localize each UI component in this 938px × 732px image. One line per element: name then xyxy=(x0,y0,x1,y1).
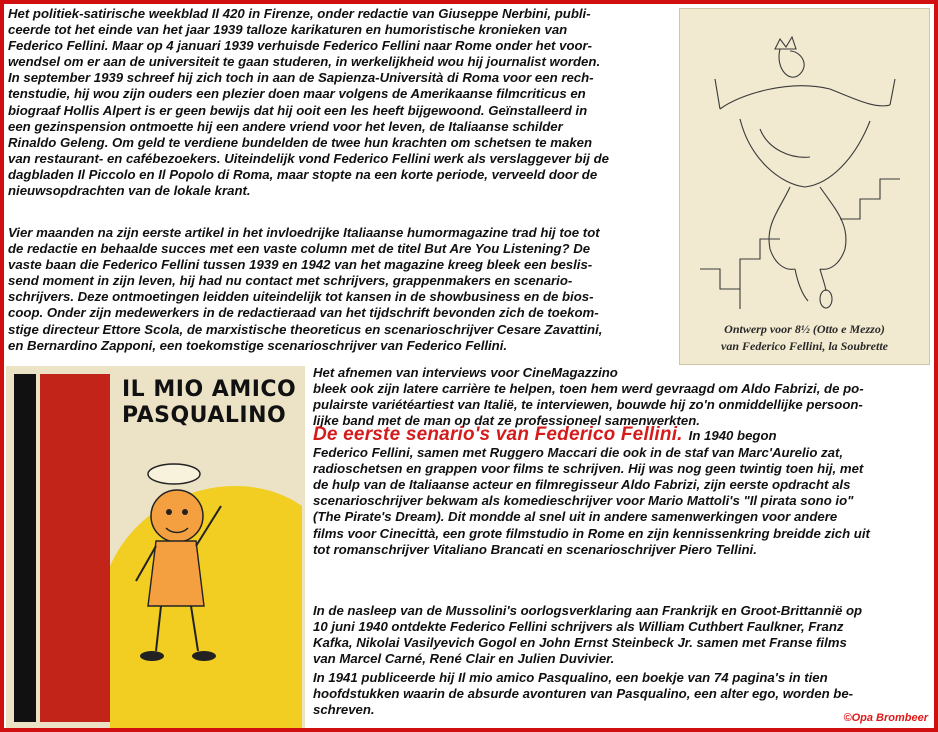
book-spine-text: FEDERICO FELLINI 1937 - 1947 xyxy=(44,373,62,696)
text-line: de hulp van de Italiaanse acteur en filmregisseur Aldo Fabrizi, zijn eerste opdracht als xyxy=(313,477,851,493)
text-line: Het politiek-satirische weekblad Il 420 in Firenze, onder redactie van Giuseppe Nerbini, publi- xyxy=(8,6,591,21)
text-line: vaste baan die Federico Fellini tussen 1939 en 1942 van het magazine kreeg bleek een beslis- xyxy=(8,257,593,273)
sketch-drawing xyxy=(680,9,931,366)
text-line: hoofdstukken waarin de absurde avonturen van Pasqualino, een alter ego, worden be- xyxy=(313,686,854,702)
text-line: ceerde tot het einde van het jaar 1939 talloze karikaturen en humoristische kronieken van xyxy=(8,22,568,38)
text-line: Federico Fellini. Maar op 4 januari 1939 verhuisde Federico Fellini naar Rome onder het voor- xyxy=(8,38,593,54)
text-line: een gezinspension ontmoette hij een andere vriend voor het leven, de Italiaanse schilder xyxy=(8,118,563,134)
text-line: In 1941 publiceerde hij Il mio amico Pasqualino, een boekje van 74 pagina's in tien xyxy=(313,670,828,685)
text-line: schreven. xyxy=(313,702,375,718)
credit-text: ©Opa Brombeer xyxy=(843,712,928,724)
text-line: Vier maanden na zijn eerste artikel in het invloedrijke Italiaanse humormagazine trad hij toe tot xyxy=(8,225,600,240)
paragraph-5 xyxy=(313,603,933,667)
book-title-line-1: IL MIO AMICO xyxy=(122,377,297,402)
text-line: bleek ook zijn latere carrière te helpen, toen hem werd gevraagd om Aldo Fabrizi, de po- xyxy=(313,381,864,397)
section-heading-line xyxy=(313,424,933,445)
text-line: Rinaldo Geleng. Om geld te verdiene bundelden de twee hun krachten om schetsen te maken xyxy=(8,134,593,150)
text-line: send moment in zijn leven, hij had nu contact met schrijvers, grappenmakers en scenario- xyxy=(8,273,573,289)
text-line: schrijvers. Deze ontmoetingen leidden uiteindelijk tot kansen in de showbusiness en de bios- xyxy=(8,289,594,305)
text-line: pulairste variétéartiest van Italië, te interviewen, bouwde hij zo'n onmiddellijke persoon- xyxy=(313,397,863,413)
text-line: van restaurant- en cafébezoekers. Uiteindelijk vond Federico Fellini werk als verslaggever bij de xyxy=(8,150,609,166)
section-heading-tail: In 1940 begon xyxy=(688,428,777,443)
sketch-illustration xyxy=(679,8,930,365)
text-line: nieuwsopdrachten van de lokale krant. xyxy=(8,183,251,199)
text-line: Federico Fellini, samen met Ruggero Maccari die ook in de staf van Marc'Aurelio zat, xyxy=(313,445,844,461)
text-line: (The Pirate's Dream). Dit mondde al snel uit in andere samenwerkingen voor andere xyxy=(313,509,838,525)
text-line: In de nasleep van de Mussolini's oorlogsverklaring aan Frankrijk en Groot-Brittannië op xyxy=(313,603,863,618)
paragraph-2 xyxy=(8,225,670,354)
text-line: en Bernardino Zapponi, een toekomstige scenarioschrijver van Federico Fellini. xyxy=(8,337,508,353)
text-line: Kafka, Nikolai Vasilyevich Gogol en John Ernst Steinbeck Jr. samen met Franse films xyxy=(313,635,847,651)
book-cover xyxy=(6,366,305,728)
text-line: van Marcel Carné, René Clair en Julien Duvivier. xyxy=(313,651,615,667)
text-line: Het afnemen van interviews voor CineMagazzino xyxy=(313,365,618,380)
text-line: tenstudie, hij wou zijn ouders een plezier doen maar volgens de Amerikaanse filmcriticus en xyxy=(8,86,586,102)
text-line: In september 1939 schreef hij zich toch in aan de Sapienza-Università di Roma voor een rech- xyxy=(8,70,594,86)
text-line: films voor Cinecittà, een grote filmstudio in Rome en zijn kennissenkring breidde zich uit xyxy=(313,525,870,541)
section-heading: De eerste senario's van Federico Fellini. xyxy=(313,424,683,445)
sketch-caption-line-2: van Federico Fellini, la Soubrette xyxy=(721,339,888,353)
text-line: lijke band met de man op dat ze professioneel samenwerkten. xyxy=(313,413,700,429)
text-line: 10 juni 1940 ontdekte Federico Fellini schrijvers als William Cuthbert Faulkner, Franz xyxy=(313,619,844,635)
paragraph-4 xyxy=(313,418,933,558)
text-line: stige directeur Ettore Scola, de marxistische theoreticus en scenarioschrijver Cesare Zavattini, xyxy=(8,321,603,337)
text-line: de redactie en behaalde succes met een vaste column met de titel But Are You Listening? De xyxy=(8,241,591,257)
text-line: coop. Onder zijn medewerkers in de redactieraad van het tijdschrift bevonden zich de toekom- xyxy=(8,305,599,321)
text-line: scenarioschrijver bekwam als komedieschrijver voor Mario Mattoli's "Il pirata sono io" xyxy=(313,493,854,509)
sketch-caption-line-1: Ontwerp voor 8½ (Otto e Mezzo) xyxy=(724,322,885,336)
text-line: biograaf Hollis Alpert is er geen bewijs dat hij ooit een les heeft bijgewoond. Geïnstalleerd in xyxy=(8,102,588,118)
paragraph-6 xyxy=(313,670,933,718)
text-line: radioschetsen en grappen voor films te schrijven. Hij was nog geen twintig toen hij, met xyxy=(313,461,864,477)
paragraph-1 xyxy=(8,6,670,199)
text-line: tot romanschrijver Vitaliano Brancati en scenarioschrijver Piero Tellini. xyxy=(313,541,757,557)
text-line: wendsel om er aan de universiteit te gaan studeren, in werkelijkheid wou hij journalist worden. xyxy=(8,54,601,70)
text-line: dagbladen Il Piccolo en Il Popolo di Roma, maar stopte na een korte periode, verveeld door de xyxy=(8,166,598,182)
book-title-line-2: PASQUALINO xyxy=(122,403,287,428)
